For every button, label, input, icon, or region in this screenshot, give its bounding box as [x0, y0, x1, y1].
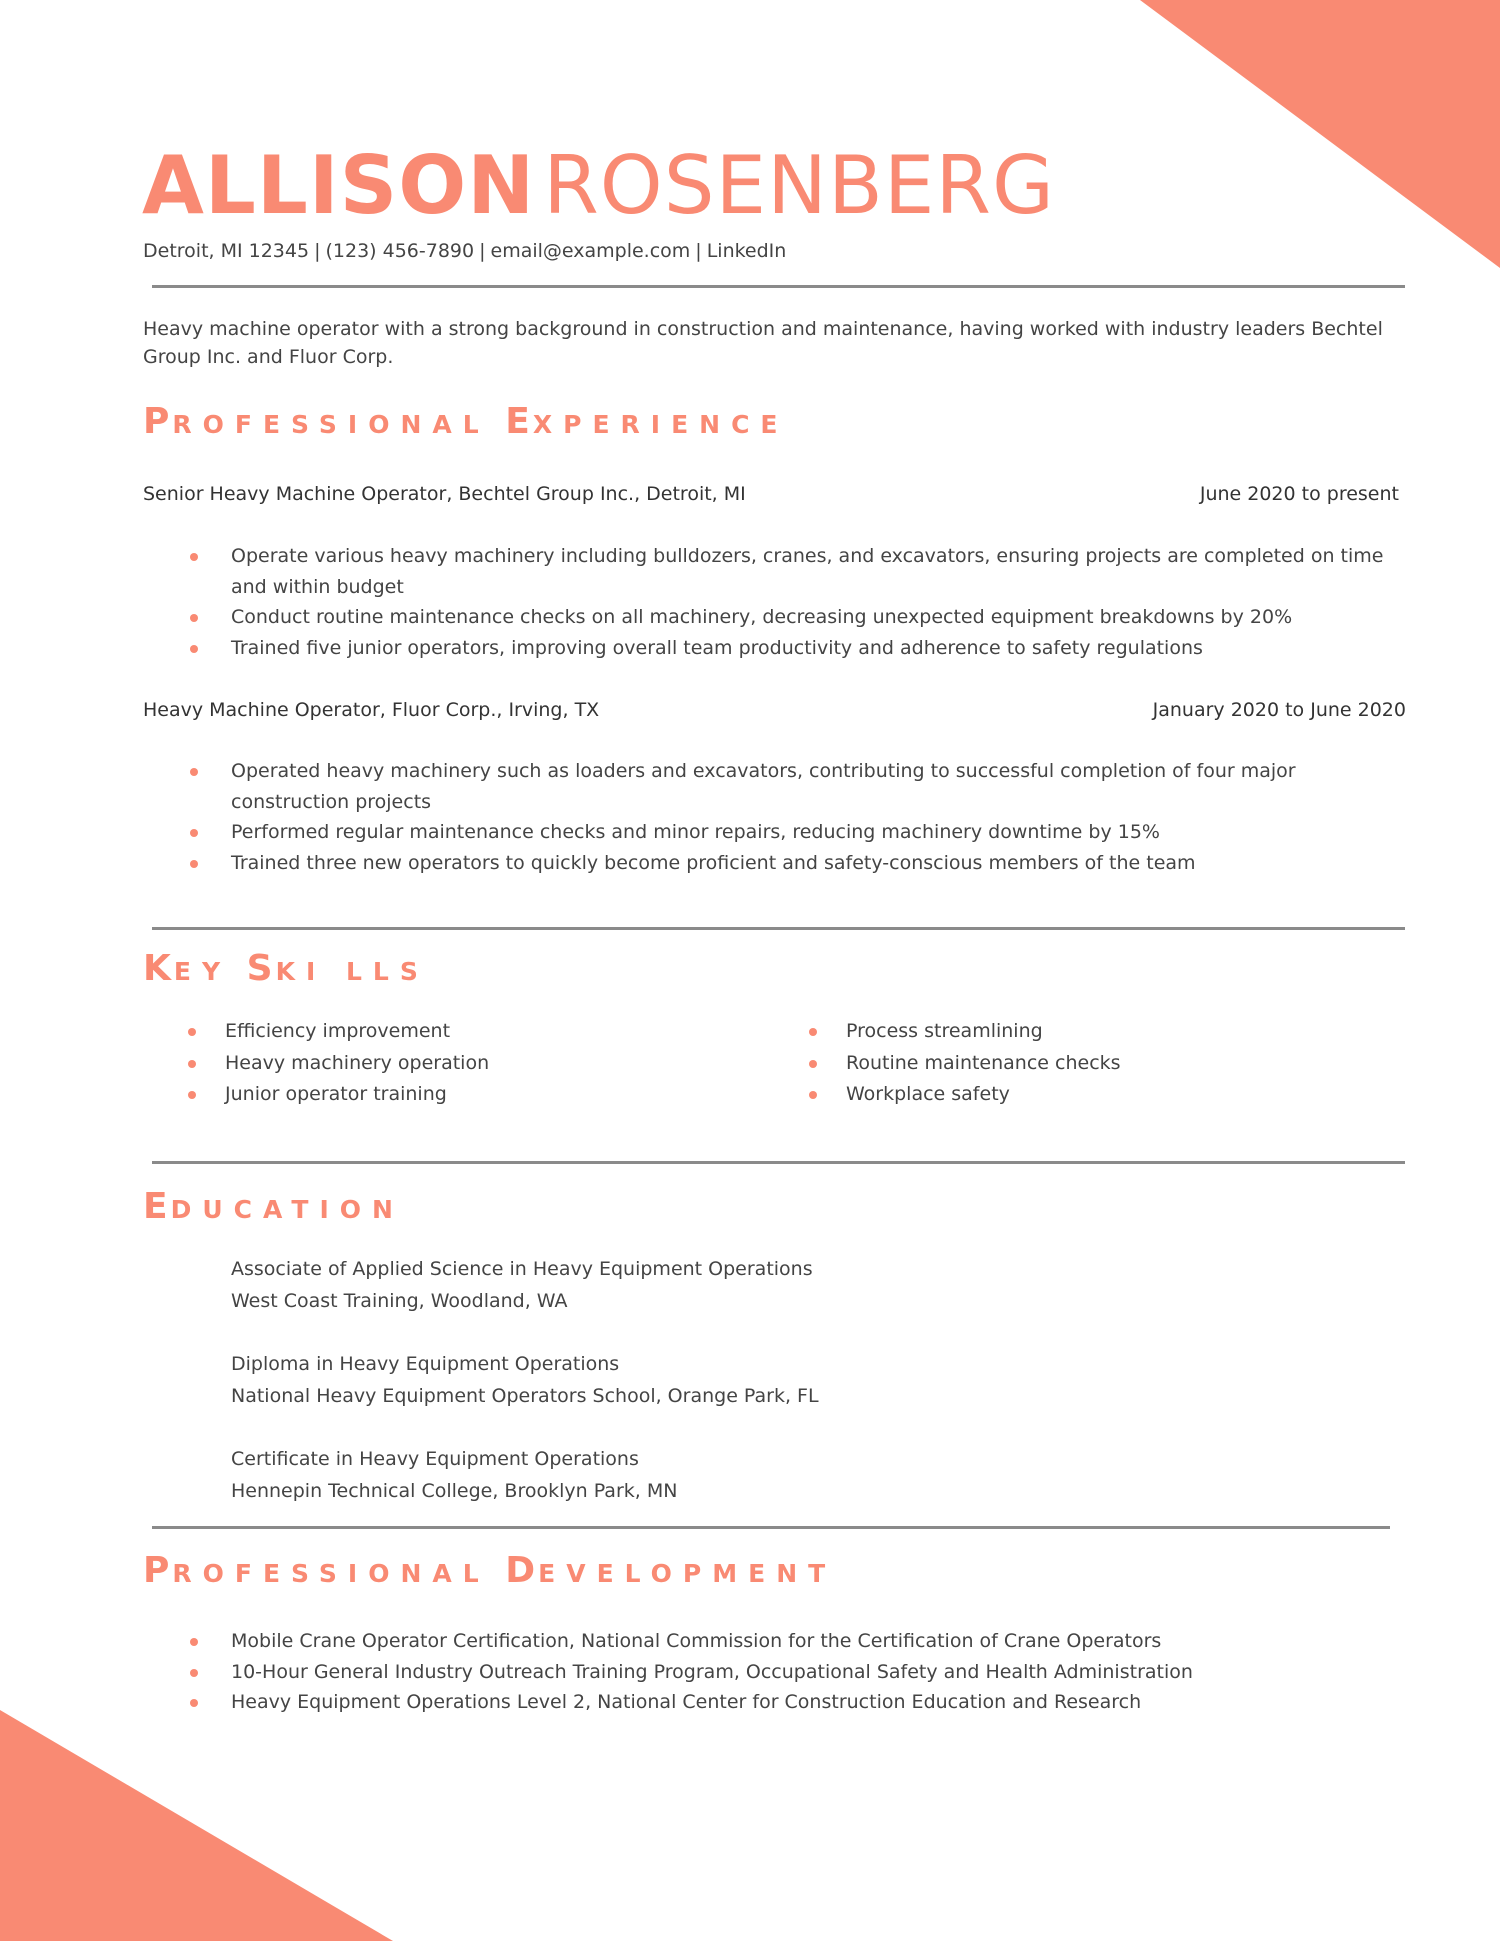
education-degree: Certificate in Heavy Equipment Operations — [231, 1448, 639, 1470]
section-divider — [152, 1526, 1390, 1529]
list-item: Trained three new operators to quickly become proficient and safety-conscious members of the team — [188, 848, 1418, 879]
list-item: Efficiency improvement — [186, 1016, 746, 1048]
section-title-experience: PROFESSIONAL EXPERIENCE — [143, 401, 789, 442]
list-item: Routine maintenance checks — [807, 1048, 1367, 1080]
list-item: 10-Hour General Industry Outreach Training Program, Occupational Safety and Health Administration — [188, 1657, 1418, 1688]
contact-phone[interactable]: (123) 456-7890 — [325, 240, 475, 262]
education-school: West Coast Training, Woodland, WA — [231, 1289, 568, 1312]
job-bullet-list — [188, 756, 1418, 878]
job-title: Heavy Machine Operator, Fluor Corp., Irving, TX — [143, 699, 600, 721]
development-list — [188, 1626, 1418, 1718]
list-item: Workplace safety — [807, 1079, 1367, 1111]
list-item: Junior operator training — [186, 1079, 746, 1111]
summary-text: Heavy machine operator with a strong background in construction and maintenance, having worked with industry leaders Bechtel Group Inc. and Fluor Corp. — [143, 318, 1383, 368]
first-name: ALLISON — [142, 139, 536, 232]
contact-location: Detroit, MI 12345 — [143, 240, 310, 262]
job-bullet-list — [188, 541, 1418, 663]
contact-email[interactable]: email@example.com — [490, 240, 691, 262]
section-title-education: EDUCATION — [143, 1186, 404, 1227]
contact-separator: | — [695, 240, 702, 262]
list-item: Operate various heavy machinery including bulldozers, cranes, and excavators, ensuring projects are completed on time and within budget — [188, 541, 1418, 602]
contact-separator: | — [479, 240, 486, 262]
education-entry — [231, 1444, 677, 1507]
contact-separator: | — [314, 240, 321, 262]
education-school: National Heavy Equipment Operators School, Orange Park, FL — [231, 1384, 819, 1407]
section-divider — [152, 1161, 1405, 1164]
contact-linkedin-link[interactable]: LinkedIn — [706, 240, 787, 262]
top-right-corner-decoration — [1140, 0, 1500, 270]
list-item: Mobile Crane Operator Certification, National Commission for the Certification of Crane Operators — [188, 1626, 1418, 1657]
job-title: Senior Heavy Machine Operator, Bechtel Group Inc., Detroit, MI — [143, 483, 746, 505]
list-item: Heavy machinery operation — [186, 1048, 746, 1080]
education-degree: Associate of Applied Science in Heavy Equipment Operations — [231, 1258, 813, 1280]
last-name: ROSENBERG — [543, 139, 1055, 232]
section-title-development: PROFESSIONAL DEVELOPMENT — [143, 1550, 837, 1591]
list-item: Trained five junior operators, improving overall team productivity and adherence to safety regulations — [188, 633, 1418, 664]
list-item: Performed regular maintenance checks and minor repairs, reducing machinery downtime by 15% — [188, 817, 1418, 848]
list-item: Conduct routine maintenance checks on all machinery, decreasing unexpected equipment breakdowns by 20% — [188, 602, 1418, 633]
skills-list-left — [186, 1016, 746, 1111]
education-entry — [231, 1349, 819, 1412]
education-entry — [231, 1254, 813, 1317]
list-item: Process streamlining — [807, 1016, 1367, 1048]
header-divider — [152, 285, 1405, 288]
section-divider — [152, 927, 1405, 930]
bottom-left-corner-decoration — [0, 1710, 395, 1941]
job-dates: June 2020 to present — [1199, 483, 1399, 505]
education-school: Hennepin Technical College, Brooklyn Park, MN — [231, 1479, 678, 1502]
education-degree: Diploma in Heavy Equipment Operations — [231, 1353, 620, 1375]
skills-list-right — [807, 1016, 1367, 1111]
list-item: Heavy Equipment Operations Level 2, National Center for Construction Education and Research — [188, 1687, 1418, 1718]
list-item: Operated heavy machinery such as loaders and excavators, contributing to successful completion of four major construction projects — [188, 756, 1418, 817]
contact-line — [143, 238, 786, 264]
section-title-skills: KEY SKI LLS — [143, 948, 429, 989]
candidate-name — [142, 136, 1055, 236]
job-dates: January 2020 to June 2020 — [1152, 699, 1406, 721]
